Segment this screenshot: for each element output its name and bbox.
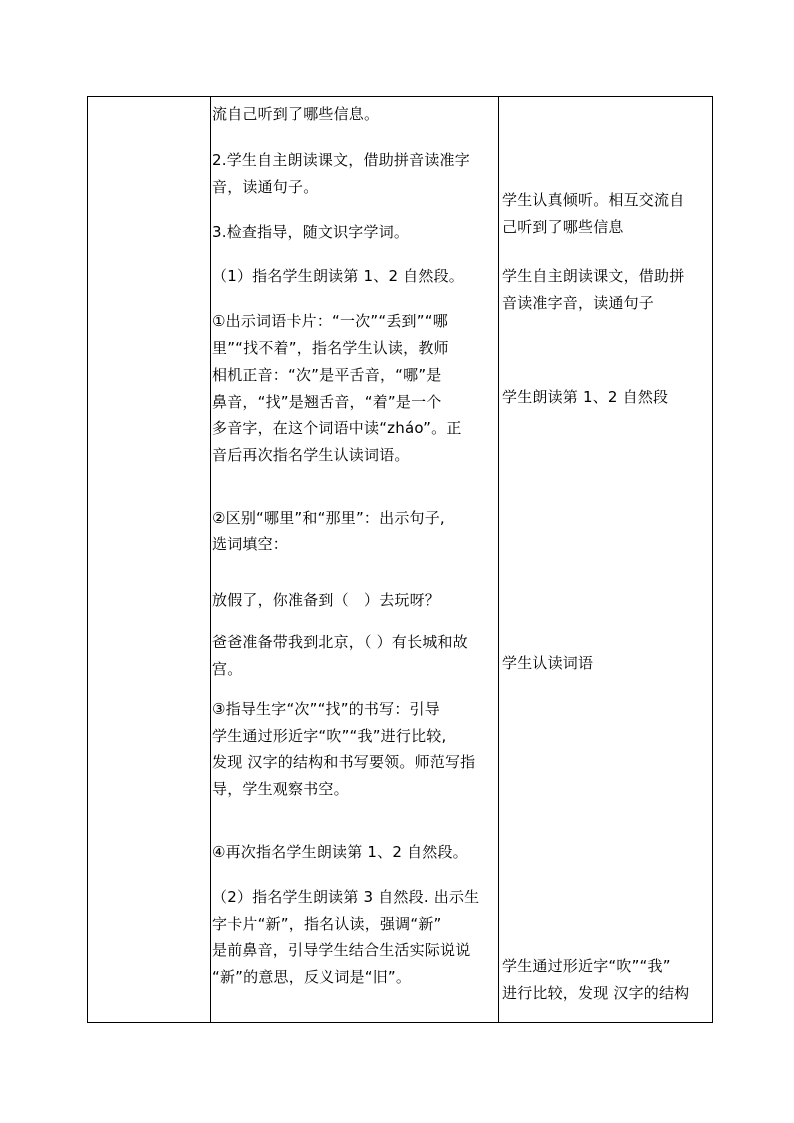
text-line: 是前鼻音，引导学生结合生活实际说说 [212, 941, 471, 959]
text-line: 里”“找不着”，指名学生认读，教师 [212, 339, 449, 357]
text-line: 音读准字音，读通句子 [502, 294, 655, 312]
text-line: 己听到了哪些信息 [502, 218, 624, 236]
text-line: 宫。 [212, 660, 243, 678]
lesson-table [87, 96, 713, 1023]
text-line: ①出示词语卡片：“一次”“丢到”“哪 [212, 312, 448, 330]
text-line: 多音字，在这个词语中读“zháo”。正 [212, 419, 462, 437]
text-line: ④再次指名学生朗读第 1、2 自然段。 [212, 843, 468, 861]
text-line: 3.检查指导，随文识字学词。 [212, 223, 410, 241]
text-line: （2）指名学生朗读第 3 自然段. 出示生 [212, 888, 480, 906]
text-line: 学生通过形近字“吹”“我”进行比较, [212, 727, 447, 745]
text-line: 学生自主朗读课文，借助拼 [502, 267, 685, 285]
text-line: 学生朗读第 1、2 自然段 [502, 388, 669, 406]
text-line: 相机正音：“次”是平舌音，“哪”是 [212, 366, 442, 384]
text-line: “新”的意思，反义词是“旧”。 [212, 968, 412, 986]
text-line: 放假了，你准备到（ ）去玩呀？ [212, 591, 441, 609]
text-line: 流自己听到了哪些信息。 [212, 105, 380, 123]
text-line: 选词填空： [212, 535, 289, 553]
text-line: 爸爸准备带我到北京，（ ）有长城和故 [212, 633, 468, 651]
text-line: 鼻音，“找”是翘舌音，“着”是一个 [212, 393, 442, 411]
text-line: 字卡片“新”，指名认读，强调“新” [212, 915, 442, 933]
column-divider [498, 97, 499, 1022]
text-line: （1）指名学生朗读第 1、2 自然段。 [212, 267, 464, 285]
text-line: 发现 汉字的结构和书写要领。师范写指 [212, 753, 476, 771]
text-line: 音后再次指名学生认读词语。 [212, 446, 410, 464]
text-line: 学生通过形近字“吹”“我” [502, 957, 671, 975]
text-line: 2.学生自主朗读课文，借助拼音读准字 [212, 151, 470, 169]
text-line: 音，读通句子。 [212, 178, 319, 196]
text-line: ③指导生字“次”“找”的书写：引导 [212, 700, 440, 718]
text-line: 导，学生观察书空。 [212, 780, 349, 798]
text-line: 学生认读词语 [502, 654, 594, 672]
column-divider [210, 97, 211, 1022]
text-line: ②区别“哪里”和“那里”：出示句子, [212, 509, 445, 527]
text-line: 学生认真倾听。相互交流自 [502, 191, 685, 209]
text-line: 进行比较，发现 汉字的结构 [502, 984, 690, 1002]
